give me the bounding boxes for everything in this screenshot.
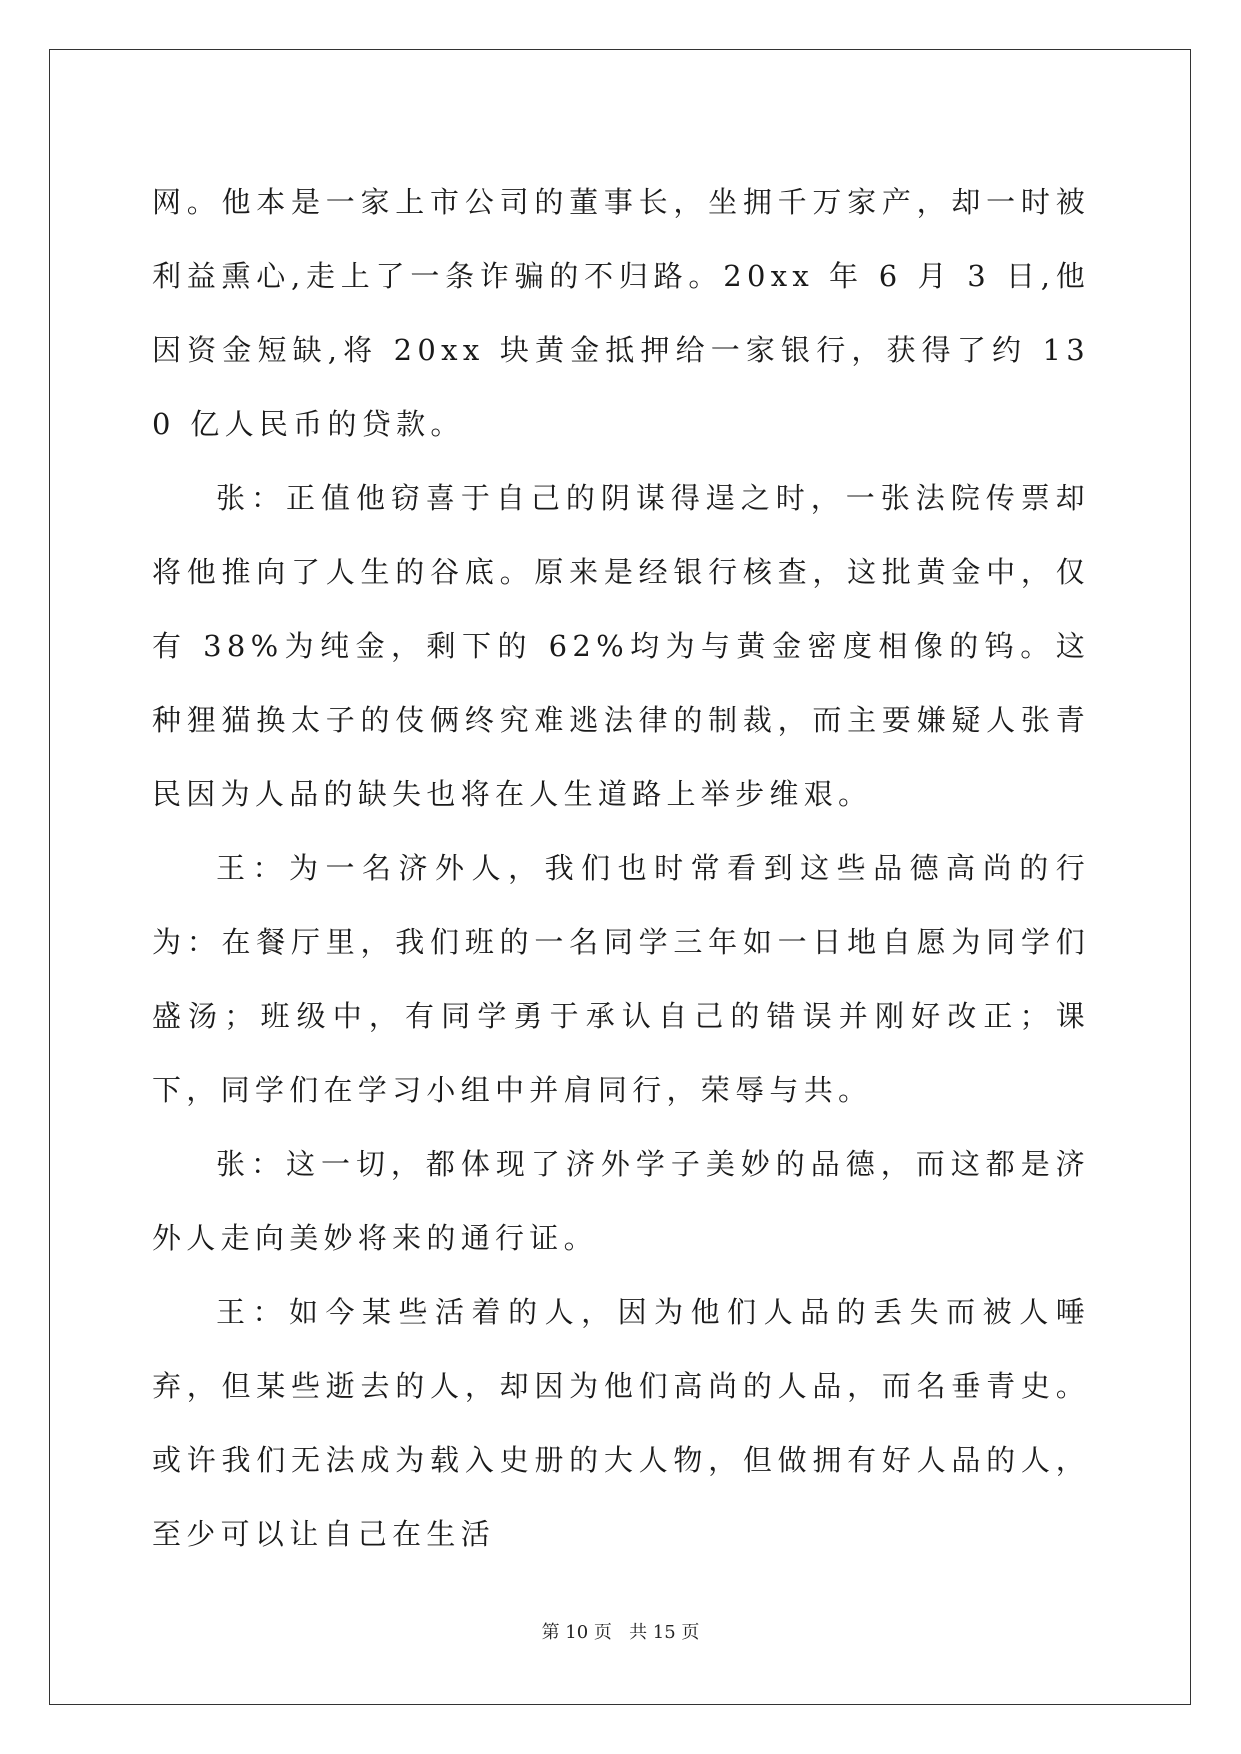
paragraph-zhang-1: 张：正值他窃喜于自己的阴谋得逞之时，一张法院传票却将他推向了人生的谷底。原来是经银行核查，这批黄金中，仅有 38%为纯金，剩下的 62%均为与黄金密度相像的钨。这种狸猫换太子的伎俩终究难逃法律的制裁，而主要嫌疑人张青民因为人品的缺失也将在人生道路上举步维艰。 [152,481,1090,811]
paragraph-wang-1: 王：为一名济外人，我们也时常看到这些品德高尚的行为：在餐厅里，我们班的一名同学三年如一日地自愿为同学们盛汤；班级中，有同学勇于承认自己的错误并刚好改正；课下，同学们在学习小组中并肩同行，荣辱与共。 [152,851,1090,1107]
paragraph-continuation: 网。他本是一家上市公司的董事长，坐拥千万家产，却一时被利益熏心,走上了一条诈骗的不归路。20xx 年 6 月 3 日,他因资金短缺,将 20xx 块黄金抵押给一家银行，获得了约 130 亿人民币的贷款。 [152,185,1090,441]
paragraph-wang-2: 王：如今某些活着的人，因为他们人品的丢失而被人唾弃，但某些逝去的人，却因为他们高尚的人品，而名垂青史。或许我们无法成为载入史册的大人物，但做拥有好人品的人，至少可以让自己在生活 [152,1295,1090,1551]
document-body [152,165,1090,1571]
page-footer [0,1618,1241,1644]
page-number-label: 第 10 页 共 15 页 [541,1622,700,1643]
paragraph-zhang-2: 张：这一切，都体现了济外学子美妙的品德，而这都是济外人走向美妙将来的通行证。 [152,1147,1090,1255]
